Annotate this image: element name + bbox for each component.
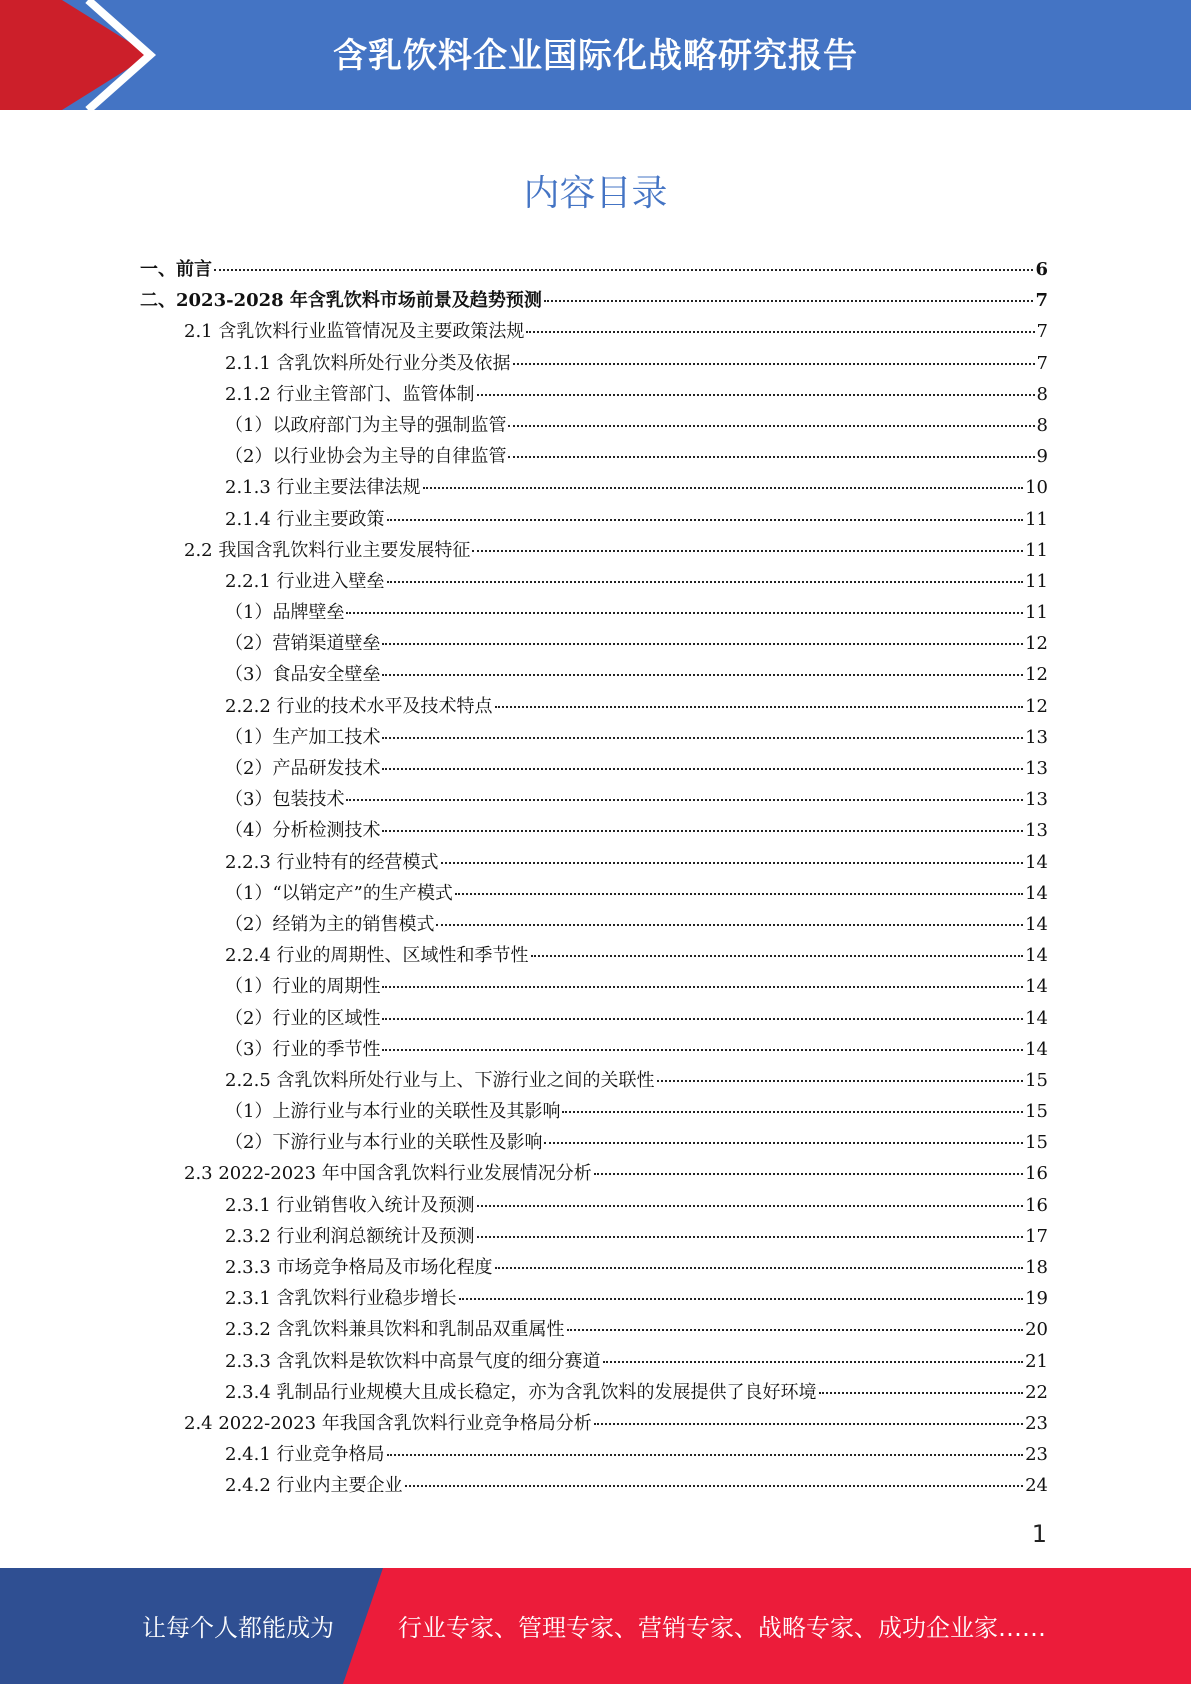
toc-leader-dots [382,1018,1023,1020]
toc-entry-page: 22 [1025,1381,1048,1403]
toc-entry-title: （3）包装技术 [225,789,345,811]
toc-entry[interactable] [140,1440,1048,1471]
toc-leader-dots [455,893,1023,895]
toc-entry[interactable] [140,1471,1048,1502]
toc-entry-title: 2.3 2022-2023 年中国含乳饮料行业发展情况分析 [184,1163,592,1185]
toc-entry-page: 14 [1025,976,1048,998]
toc-leader-dots [477,394,1035,396]
toc-leader-dots [382,986,1023,988]
toc-leader-dots [495,706,1024,708]
toc-entry[interactable] [140,1315,1048,1346]
toc-entry-page: 11 [1025,539,1048,561]
toc-entry-page: 11 [1025,508,1048,530]
toc-leader-dots [387,1454,1024,1456]
toc-entry-page: 13 [1025,789,1048,811]
toc-leader-dots [513,363,1035,365]
toc-entry[interactable] [140,1159,1048,1190]
toc-entry[interactable] [140,536,1048,567]
toc-entry[interactable] [140,723,1048,754]
toc-leader-dots [382,830,1023,832]
page-header [0,0,1191,110]
toc-entry-page: 8 [1036,383,1048,405]
toc-title: 内容目录 [523,173,668,214]
toc-entry-title: 2.3.2 行业利润总额统计及预测 [225,1225,475,1247]
toc-entry-title: 2.1.1 含乳饮料所处行业分类及依据 [225,352,511,374]
toc-entry-page: 16 [1025,1163,1048,1185]
toc-leader-dots [387,581,1024,583]
toc-entry-title: 2.3.1 含乳饮料行业稳步增长 [225,1288,457,1310]
toc-entry-page: 9 [1036,446,1048,468]
toc-entry-page: 12 [1025,664,1048,686]
toc-entry-title: （2）以行业协会为主导的自律监管 [225,446,507,468]
toc-entry-title: 2.2.4 行业的周期性、区域性和季节性 [225,945,529,967]
toc-entry-page: 10 [1025,477,1048,499]
toc-leader-dots [436,924,1023,926]
toc-entry-page: 7 [1035,290,1048,312]
toc-entry[interactable] [140,816,1048,847]
toc-entry-page: 20 [1025,1319,1048,1341]
toc-leader-dots [657,1080,1024,1082]
toc-entry[interactable] [140,598,1048,629]
toc-entry-page: 14 [1025,882,1048,904]
toc-entry[interactable] [140,848,1048,879]
toc-entry-title: 2.3.4 乳制品行业规模大且成长稳定，亦为含乳饮料的发展提供了良好环境 [225,1381,817,1403]
toc-entry-page: 15 [1025,1069,1048,1091]
toc-entry-title: （1）生产加工技术 [225,726,381,748]
toc-entry[interactable] [140,1097,1048,1128]
toc-entry[interactable] [140,317,1048,348]
toc-leader-dots [594,1173,1023,1175]
toc-entry-title: （3）行业的季节性 [225,1038,381,1060]
toc-leader-dots [346,799,1023,801]
toc-entry[interactable] [140,411,1048,442]
toc-leader-dots [423,487,1024,489]
toc-leader-dots [387,519,1024,521]
toc-entry-page: 13 [1025,758,1048,779]
toc-entry-page: 7 [1036,352,1048,374]
toc-entry-title: 2.1.4 行业主要政策 [225,508,385,530]
toc-entry[interactable] [140,286,1048,317]
table-of-contents [140,255,1048,1503]
toc-entry-title: （3）食品安全壁垒 [225,664,381,686]
toc-leader-dots [382,737,1023,739]
toc-leader-dots [594,1423,1023,1425]
toc-leader-dots [459,1298,1024,1300]
toc-entry-page: 12 [1025,633,1048,655]
toc-entry-page: 15 [1025,1132,1048,1154]
toc-entry-title: （1）上游行业与本行业的关联性及其影响 [225,1101,561,1123]
toc-leader-dots [441,862,1024,864]
toc-entry[interactable] [140,629,1048,660]
page-footer [0,1568,1191,1684]
toc-entry-page: 14 [1025,945,1048,967]
toc-entry-page: 12 [1025,695,1048,717]
toc-entry[interactable] [140,1066,1048,1097]
toc-entry-title: 2.3.3 市场竞争格局及市场化程度 [225,1257,493,1278]
toc-entry-title: （2）经销为主的销售模式 [225,913,435,935]
page-number: 1 [1031,1520,1047,1548]
toc-leader-dots [405,1485,1024,1487]
toc-entry-title: 2.1 含乳饮料行业监管情况及主要政策法规 [184,321,525,343]
toc-leader-dots [214,269,1033,271]
toc-entry-page: 11 [1025,570,1048,592]
toc-entry[interactable] [140,972,1048,1003]
toc-entry[interactable] [140,473,1048,504]
toc-entry[interactable] [140,1284,1048,1315]
toc-entry-title: （2）行业的区域性 [225,1007,381,1029]
toc-entry-page: 16 [1025,1194,1048,1216]
toc-entry[interactable] [140,910,1048,941]
toc-entry-page: 14 [1025,1007,1048,1029]
toc-entry[interactable] [140,660,1048,691]
toc-entry[interactable] [140,1347,1048,1378]
toc-entry-title: 2.3.1 行业销售收入统计及预测 [225,1194,475,1216]
toc-entry[interactable] [140,1128,1048,1159]
toc-entry-page: 23 [1025,1412,1048,1434]
toc-leader-dots [508,425,1034,427]
toc-entry[interactable] [140,1222,1048,1253]
toc-entry-page: 14 [1025,913,1048,935]
toc-leader-dots [526,331,1034,333]
toc-entry-page: 11 [1025,602,1048,624]
toc-entry[interactable] [140,442,1048,473]
toc-leader-dots [382,768,1023,770]
toc-entry[interactable] [140,692,1048,723]
toc-entry-page: 14 [1025,851,1048,873]
toc-leader-dots [477,1236,1024,1238]
toc-entry-title: 2.1.2 行业主管部门、监管体制 [225,383,475,405]
toc-leader-dots [531,955,1024,957]
toc-entry-title: 2.1.3 行业主要法律法规 [225,477,421,499]
toc-entry-page: 21 [1025,1350,1048,1372]
toc-leader-dots [603,1361,1024,1363]
toc-entry-title: 2.2.3 行业特有的经营模式 [225,851,439,873]
toc-entry-page: 24 [1025,1475,1048,1497]
toc-entry-title: 2.3.3 含乳饮料是软饮料中高景气度的细分赛道 [225,1350,601,1372]
toc-entry-page: 14 [1025,1038,1048,1060]
toc-entry[interactable] [140,1191,1048,1222]
footer-slogan-right: 行业专家、管理专家、营销专家、战略专家、成功企业家…… [398,1614,1046,1642]
toc-leader-dots [567,1329,1024,1331]
toc-entry-title: （1）品牌壁垒 [225,602,345,624]
toc-entry-title: （1）行业的周期性 [225,976,381,998]
toc-leader-dots [382,1049,1023,1051]
toc-entry-page: 13 [1025,820,1048,842]
toc-entry-page: 6 [1035,259,1048,280]
toc-entry-title: （4）分析检测技术 [225,820,381,842]
toc-leader-dots [472,550,1023,552]
footer-slogan-left: 让每个人都能成为 [142,1614,334,1642]
toc-entry-title: 2.3.2 含乳饮料兼具饮料和乳制品双重属性 [225,1319,565,1341]
toc-entry[interactable] [140,1004,1048,1035]
toc-entry-title: 2.4.1 行业竞争格局 [225,1444,385,1466]
toc-leader-dots [495,1267,1024,1269]
toc-entry-title: 2.2 我国含乳饮料行业主要发展特征 [184,539,471,561]
toc-entry-title: 2.2.2 行业的技术水平及技术特点 [225,695,493,717]
toc-entry-title: 二、2023-2028 年含乳饮料市场前景及趋势预测 [140,290,542,312]
toc-entry[interactable] [140,1378,1048,1409]
toc-entry[interactable] [140,1253,1048,1284]
toc-entry-page: 18 [1025,1257,1048,1278]
toc-entry-title: （1）以政府部门为主导的强制监管 [225,414,507,436]
toc-entry-page: 19 [1025,1288,1048,1310]
toc-entry[interactable] [140,1035,1048,1066]
toc-leader-dots [819,1392,1024,1394]
toc-leader-dots [544,1142,1023,1144]
toc-entry-title: 一、前言 [140,259,212,280]
toc-leader-dots [346,612,1023,614]
toc-entry[interactable] [140,505,1048,536]
toc-entry[interactable] [140,941,1048,972]
toc-entry-title: （2）营销渠道壁垒 [225,633,381,655]
toc-leader-dots [382,643,1023,645]
toc-entry-title: （2）下游行业与本行业的关联性及影响 [225,1132,543,1154]
toc-entry-title: 2.4 2022-2023 年我国含乳饮料行业竞争格局分析 [184,1412,592,1434]
toc-entry[interactable] [140,255,1048,286]
toc-entry-page: 15 [1025,1101,1048,1123]
toc-entry-page: 8 [1036,414,1048,436]
toc-entry[interactable] [140,567,1048,598]
toc-leader-dots [508,456,1034,458]
toc-entry-title: 2.4.2 行业内主要企业 [225,1475,403,1497]
toc-entry-title: 2.2.5 含乳饮料所处行业与上、下游行业之间的关联性 [225,1069,655,1091]
toc-leader-dots [544,300,1034,302]
toc-entry[interactable] [140,380,1048,411]
toc-entry-page: 13 [1025,726,1048,748]
toc-entry[interactable] [140,754,1048,785]
toc-entry-page: 23 [1025,1444,1048,1466]
toc-leader-dots [562,1111,1023,1113]
toc-entry-title: （2）产品研发技术 [225,758,381,779]
toc-entry-title: （1）“以销定产”的生产模式 [225,882,453,904]
toc-entry[interactable] [140,349,1048,380]
toc-entry[interactable] [140,785,1048,816]
toc-leader-dots [477,1205,1024,1207]
toc-entry[interactable] [140,879,1048,910]
toc-entry[interactable] [140,1409,1048,1440]
toc-entry-title: 2.2.1 行业进入壁垒 [225,570,385,592]
header-title: 含乳饮料企业国际化战略研究报告 [333,36,858,76]
toc-entry-page: 17 [1025,1225,1048,1247]
toc-entry-page: 7 [1036,321,1048,343]
toc-leader-dots [382,674,1023,676]
